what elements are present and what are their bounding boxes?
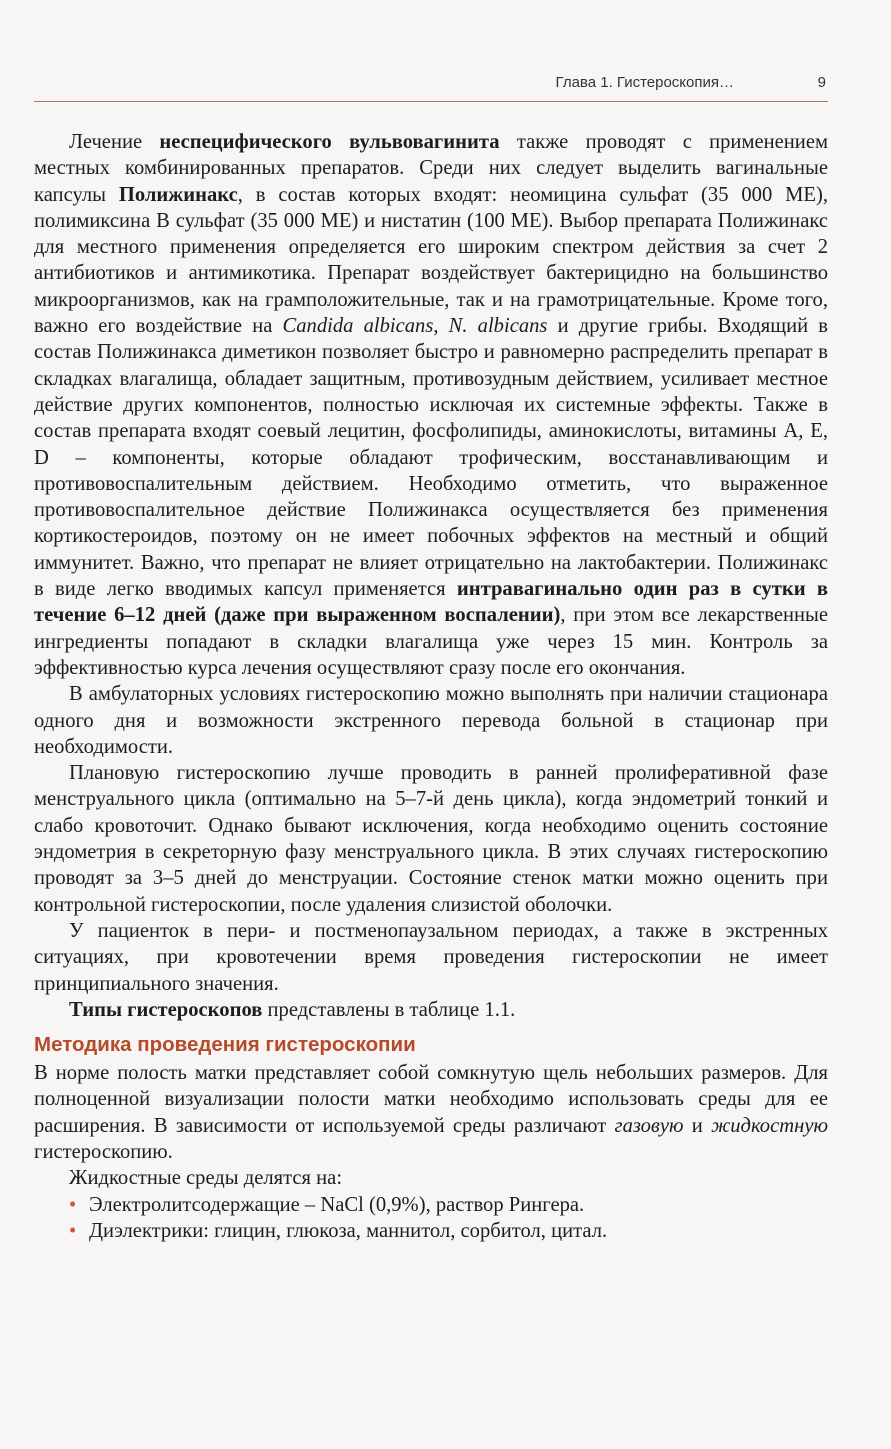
list-item: [34, 1192, 828, 1218]
italic-term: Candida albicans: [282, 315, 434, 338]
paragraph-norm: [34, 1060, 828, 1165]
running-header: [34, 70, 828, 102]
italic-term: N. albicans: [448, 315, 548, 338]
text-run: Лечение: [69, 131, 160, 153]
chapter-title: Глава 1. Гистероскопия…: [555, 74, 734, 91]
bold-term: Полижинакс: [118, 183, 238, 206]
paragraph-media-intro: Жидкостные среды делятся на:: [69, 1167, 343, 1190]
text-run: также проводят с применением местных комбинированных препаратов. Среди них следует выделить вагинальные капсулы: [34, 131, 828, 206]
text-run: ,: [433, 315, 449, 338]
text-run: и: [683, 1114, 712, 1137]
bullet-icon: •: [69, 1193, 77, 1216]
list-item: [34, 1218, 828, 1244]
page-number: 9: [817, 74, 826, 91]
list-item-text: Электролитсодержащие – NaCl (0,9%), раствор Рингера.: [89, 1193, 585, 1216]
paragraph-planned: Плановую гистероскопию лучше проводить в ранней пролиферативной фазе менструального цикла (оптимально на 5–7-й день цикла), когда эндометрий тонкий и слабо кровоточит. Однако бывают исключения, когда необходимо оценить состояние эндометрия в секреторную фазу менструального цикла. В этих случаях гистероскопию проводят за 3–5 дней до менструации. Состояние стенок матки можно оценить при контрольной гистероскопии, после удаления слизистой оболочки.: [34, 762, 828, 916]
text-run: представлены в таблице 1.1.: [262, 998, 516, 1021]
italic-term: жидкостную: [711, 1114, 828, 1137]
italic-term: газовую: [614, 1114, 684, 1137]
paragraph-outpatient: В амбулаторных условиях гистероскопию можно выполнять при наличии стационара одного дня и возможности экстренного перевода больной в стационар при необходимости.: [34, 683, 828, 758]
section-heading: Методика проведения гистероскопии: [34, 1033, 416, 1057]
bullet-icon: •: [69, 1219, 77, 1242]
text-run: гистероскопию.: [34, 1140, 173, 1163]
list-item-text: Диэлектрики: глицин, глюкоза, маннитол, сорбитол, цитал.: [89, 1219, 608, 1242]
paragraph-treatment: [34, 129, 828, 681]
bold-term: неспецифического вульвовагинита: [159, 131, 500, 153]
text-run: В норме полость матки представляет собой сомкнутую щель небольших размеров. Для полноценной визуализации полости матки необходимо использовать среды для ее расширения. В зависимости от используемой среды различают: [34, 1062, 828, 1137]
paragraph-types: [34, 997, 828, 1023]
text-run: , в состав которых входят: неомицина сульфат (35 000 МЕ), полимиксина В сульфат (35 000 МЕ) и нистатин (100 МЕ). Выбор препарата Полижинакс для местного применения определяется его широким спектром действия за счет 2 антибиотиков и антимикотика. Препарат воздействует бактерицидно на большинство микроорганизмов, как на грамположительные, так и на грамотрицательные. Кроме того, важно его воздействие на: [34, 183, 828, 338]
main-text: [34, 129, 828, 1244]
media-list: [34, 1192, 828, 1245]
bold-term: Типы гистероскопов: [69, 998, 263, 1021]
paragraph-menopause: У пациенток в пери- и постменопаузальном периодах, а также в экстренных ситуациях, при кровотечении время проведения гистероскопии не имеет принципиального значения.: [34, 919, 828, 995]
text-run: , при этом все лекарственные ингредиенты попадают в складки влагалища уже через 15 мин. Контроль за эффективностью курса лечения осуществляют сразу после его окончания.: [34, 604, 828, 679]
text-run: и другие грибы. Входящий в состав Полижинакса диметикон позволяет быстро и равномерно распределить препарат в складках влагалища, обладает защитным, противозудным действием, усиливает местное действие других компонентов, полностью исключая их системные эффекты. Также в состав препарата входят соевый лецитин, фосфолипиды, аминокислоты, витамины А, Е, D – компоненты, которые обладают трофическим, восстанавливающим и противовоспалительным действием. Необходимо отметить, что выраженное противовоспалительное действие Полижинакса осуществляется без применения кортикостероидов, поэтому он не имеет побочных эффектов на местный и общий иммунитет. Важно, что препарат не влияет отрицательно на лактобактерии. Полижинакс в виде легко вводимых капсул применяется: [34, 315, 829, 601]
bold-term: интравагинально один раз в сутки в течение 6–12 дней (даже при выраженном воспалении): [34, 578, 828, 627]
